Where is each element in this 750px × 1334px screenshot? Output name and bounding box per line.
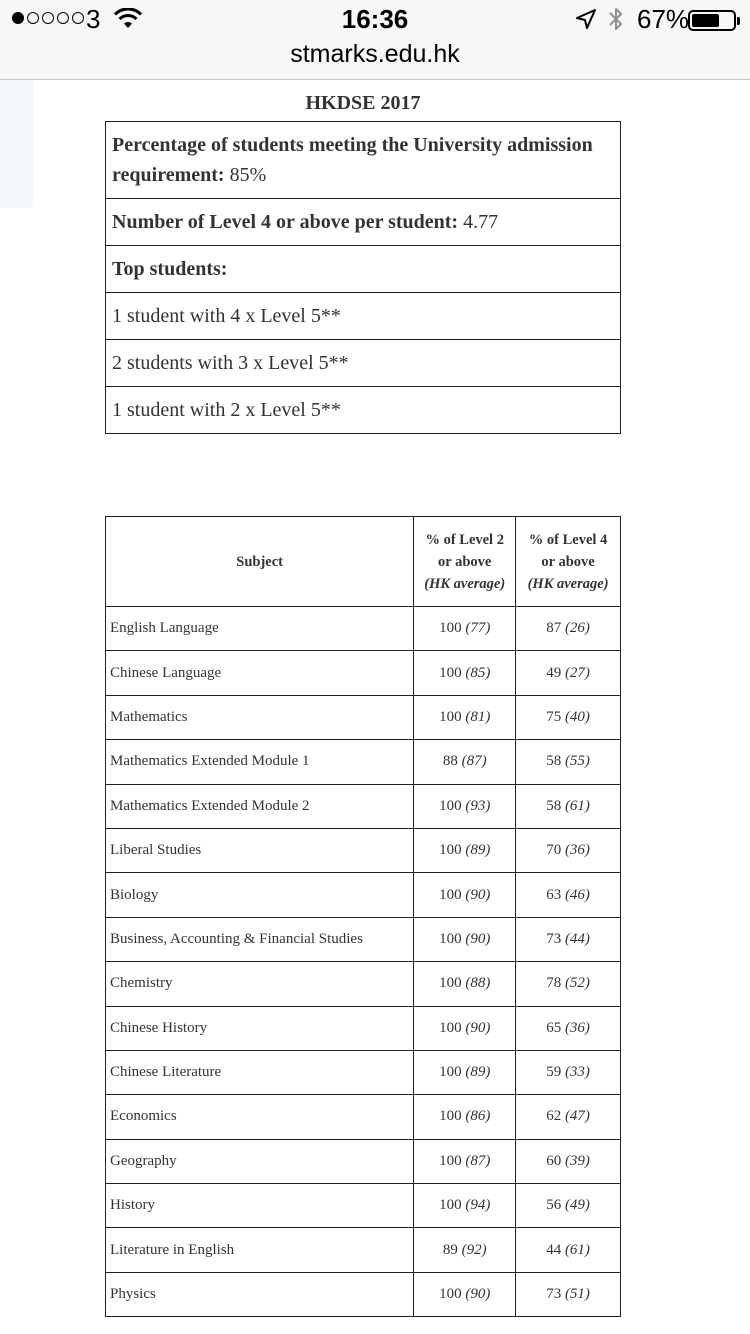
subject-name: Biology	[106, 873, 414, 917]
level4-percentage	[516, 784, 621, 828]
hk-average-value: (90)	[465, 1019, 491, 1036]
status-time: 16:36	[341, 4, 409, 34]
level2-percentage	[414, 1228, 516, 1272]
hk-average-value: (90)	[465, 930, 491, 947]
school-value: 56	[546, 1197, 562, 1214]
level4-percentage	[516, 962, 621, 1006]
hk-average-value: (46)	[564, 886, 590, 903]
school-value: 58	[546, 797, 562, 814]
hk-average-value: (39)	[564, 1152, 590, 1169]
summary-row-top-students	[106, 246, 621, 293]
subject-name: English Language	[106, 607, 414, 651]
table-row	[106, 607, 621, 651]
results-header-row	[106, 517, 621, 607]
hk-average-value: (33)	[564, 1064, 590, 1081]
level4-percentage	[516, 917, 621, 961]
subject-name: Chemistry	[106, 962, 414, 1006]
subject-name: Chinese History	[106, 1006, 414, 1050]
school-value: 100	[439, 1197, 462, 1214]
level4-percentage	[516, 1006, 621, 1050]
summary-row-level4	[106, 199, 621, 246]
hk-average-value: (93)	[465, 797, 491, 814]
subject-name: Economics	[106, 1095, 414, 1139]
level2-percentage	[414, 1095, 516, 1139]
status-bar	[0, 0, 750, 40]
hk-average-value: (86)	[465, 1108, 491, 1125]
hk-average-value: (51)	[564, 1286, 590, 1303]
hk-average-value: (26)	[564, 620, 590, 637]
school-value: 87	[546, 620, 562, 637]
header-level4: % of Level 4 or above (HK average)	[516, 517, 621, 607]
top-students-label: Top students:	[112, 258, 228, 280]
hk-average-value: (40)	[564, 708, 590, 725]
school-value: 63	[546, 886, 562, 903]
hk-average-value: (61)	[564, 1241, 590, 1258]
subject-name: Liberal Studies	[106, 828, 414, 872]
level4-percentage	[516, 1184, 621, 1228]
table-row	[106, 1228, 621, 1272]
table-row	[106, 784, 621, 828]
table-row	[106, 1006, 621, 1050]
level2-percentage	[414, 784, 516, 828]
school-value: 100	[439, 664, 462, 681]
hk-average-value: (92)	[461, 1241, 487, 1258]
table-row	[106, 828, 621, 872]
table-row	[106, 917, 621, 961]
school-value: 73	[546, 930, 562, 947]
level2-percentage	[414, 917, 516, 961]
school-value: 100	[439, 797, 462, 814]
subject-name: Mathematics Extended Module 2	[106, 784, 414, 828]
level2-percentage	[414, 651, 516, 695]
top-student-item: 1 student with 2 x Level 5**	[106, 387, 621, 434]
school-value: 100	[439, 1152, 462, 1169]
bluetooth-icon	[606, 5, 626, 33]
subject-name: Physics	[106, 1272, 414, 1316]
summary-row-top-item	[106, 293, 621, 340]
level2-percentage	[414, 962, 516, 1006]
subject-name: Geography	[106, 1139, 414, 1183]
table-row	[106, 1184, 621, 1228]
level4-percentage	[516, 1228, 621, 1272]
level4-percentage	[516, 1095, 621, 1139]
hk-average-value: (47)	[564, 1108, 590, 1125]
subject-name: Mathematics	[106, 695, 414, 739]
hk-average-value: (87)	[465, 1152, 491, 1169]
school-value: 44	[546, 1241, 562, 1258]
school-value: 100	[439, 930, 462, 947]
level2-percentage	[414, 828, 516, 872]
header-level2: % of Level 2 or above (HK average)	[414, 517, 516, 607]
location-arrow-icon	[574, 7, 598, 31]
hk-average-value: (27)	[564, 664, 590, 681]
browser-top-bar	[0, 0, 750, 80]
school-value: 70	[546, 842, 562, 859]
subject-name: Business, Accounting & Financial Studies	[106, 917, 414, 961]
table-row	[106, 1139, 621, 1183]
level4-percentage	[516, 1050, 621, 1094]
hk-average-value: (87)	[461, 753, 487, 770]
table-row	[106, 873, 621, 917]
school-value: 100	[439, 1286, 462, 1303]
battery-icon	[688, 10, 736, 31]
carrier-name: 3	[86, 4, 101, 34]
level4-percentage	[516, 695, 621, 739]
school-value: 100	[439, 620, 462, 637]
results-table	[105, 516, 621, 1317]
subject-name: Chinese Literature	[106, 1050, 414, 1094]
school-value: 100	[439, 842, 462, 859]
table-row	[106, 1050, 621, 1094]
level2-percentage	[414, 740, 516, 784]
summary-row-admission	[106, 122, 621, 199]
school-value: 100	[439, 975, 462, 992]
hk-average-value: (89)	[465, 842, 491, 859]
school-value: 49	[546, 664, 562, 681]
hk-average-value: (55)	[564, 753, 590, 770]
top-student-item: 1 student with 4 x Level 5**	[106, 293, 621, 340]
school-value: 62	[546, 1108, 562, 1125]
school-value: 73	[546, 1286, 562, 1303]
hk-average-value: (94)	[465, 1197, 491, 1214]
level4-percentage	[516, 651, 621, 695]
table-row	[106, 962, 621, 1006]
subject-name: Mathematics Extended Module 1	[106, 740, 414, 784]
level4-percentage	[516, 740, 621, 784]
level2-percentage	[414, 1139, 516, 1183]
summary-row-top-item	[106, 387, 621, 434]
subject-name: Chinese Language	[106, 651, 414, 695]
hk-average-value: (88)	[465, 975, 491, 992]
hk-average-value: (81)	[465, 708, 491, 725]
level4-percentage	[516, 1139, 621, 1183]
level2-percentage	[414, 873, 516, 917]
level4-percentage	[516, 828, 621, 872]
school-value: 65	[546, 1019, 562, 1036]
school-value: 100	[439, 1064, 462, 1081]
hk-average-value: (44)	[564, 930, 590, 947]
summary-row-top-item	[106, 340, 621, 387]
admission-value: 85%	[229, 164, 267, 186]
level2-percentage	[414, 1272, 516, 1316]
school-value: 60	[546, 1152, 562, 1169]
school-value: 100	[439, 708, 462, 725]
level2-percentage	[414, 695, 516, 739]
level4-percentage	[516, 873, 621, 917]
admission-label: Percentage of students meeting the University admission requirement:	[112, 134, 593, 186]
school-value: 88	[442, 753, 458, 770]
school-value: 100	[439, 1108, 462, 1125]
level4-value: 4.77	[463, 211, 499, 233]
level4-label: Number of Level 4 or above per student:	[112, 211, 459, 233]
table-row	[106, 1272, 621, 1316]
school-value: 100	[439, 1019, 462, 1036]
table-row	[106, 740, 621, 784]
level2-percentage	[414, 1050, 516, 1094]
hk-average-value: (85)	[465, 664, 491, 681]
school-value: 59	[546, 1064, 562, 1081]
school-value: 89	[442, 1241, 458, 1258]
level2-percentage	[414, 1006, 516, 1050]
school-value: 78	[546, 975, 562, 992]
hk-average-value: (36)	[564, 842, 590, 859]
subject-name: Literature in English	[106, 1228, 414, 1272]
hk-average-value: (77)	[465, 620, 491, 637]
table-row	[106, 651, 621, 695]
hk-average-value: (89)	[465, 1064, 491, 1081]
level4-percentage	[516, 607, 621, 651]
hk-average-value: (36)	[564, 1019, 590, 1036]
summary-table	[105, 121, 621, 434]
address-bar-url[interactable]: stmarks.edu.hk	[290, 40, 460, 68]
battery-percentage: 67%	[637, 4, 690, 34]
hk-average-value: (61)	[564, 797, 590, 814]
top-student-item: 2 students with 3 x Level 5**	[106, 340, 621, 387]
page-title: HKDSE 2017	[305, 92, 421, 114]
school-value: 100	[439, 886, 462, 903]
header-subject: Subject	[106, 517, 414, 607]
table-row	[106, 695, 621, 739]
hk-average-value: (49)	[564, 1197, 590, 1214]
subject-name: History	[106, 1184, 414, 1228]
school-value: 58	[546, 753, 562, 770]
level2-percentage	[414, 607, 516, 651]
hk-average-value: (90)	[465, 1286, 491, 1303]
school-value: 75	[546, 708, 562, 725]
table-row	[106, 1095, 621, 1139]
hk-average-value: (52)	[564, 975, 590, 992]
level2-percentage	[414, 1184, 516, 1228]
level4-percentage	[516, 1272, 621, 1316]
hk-average-value: (90)	[465, 886, 491, 903]
